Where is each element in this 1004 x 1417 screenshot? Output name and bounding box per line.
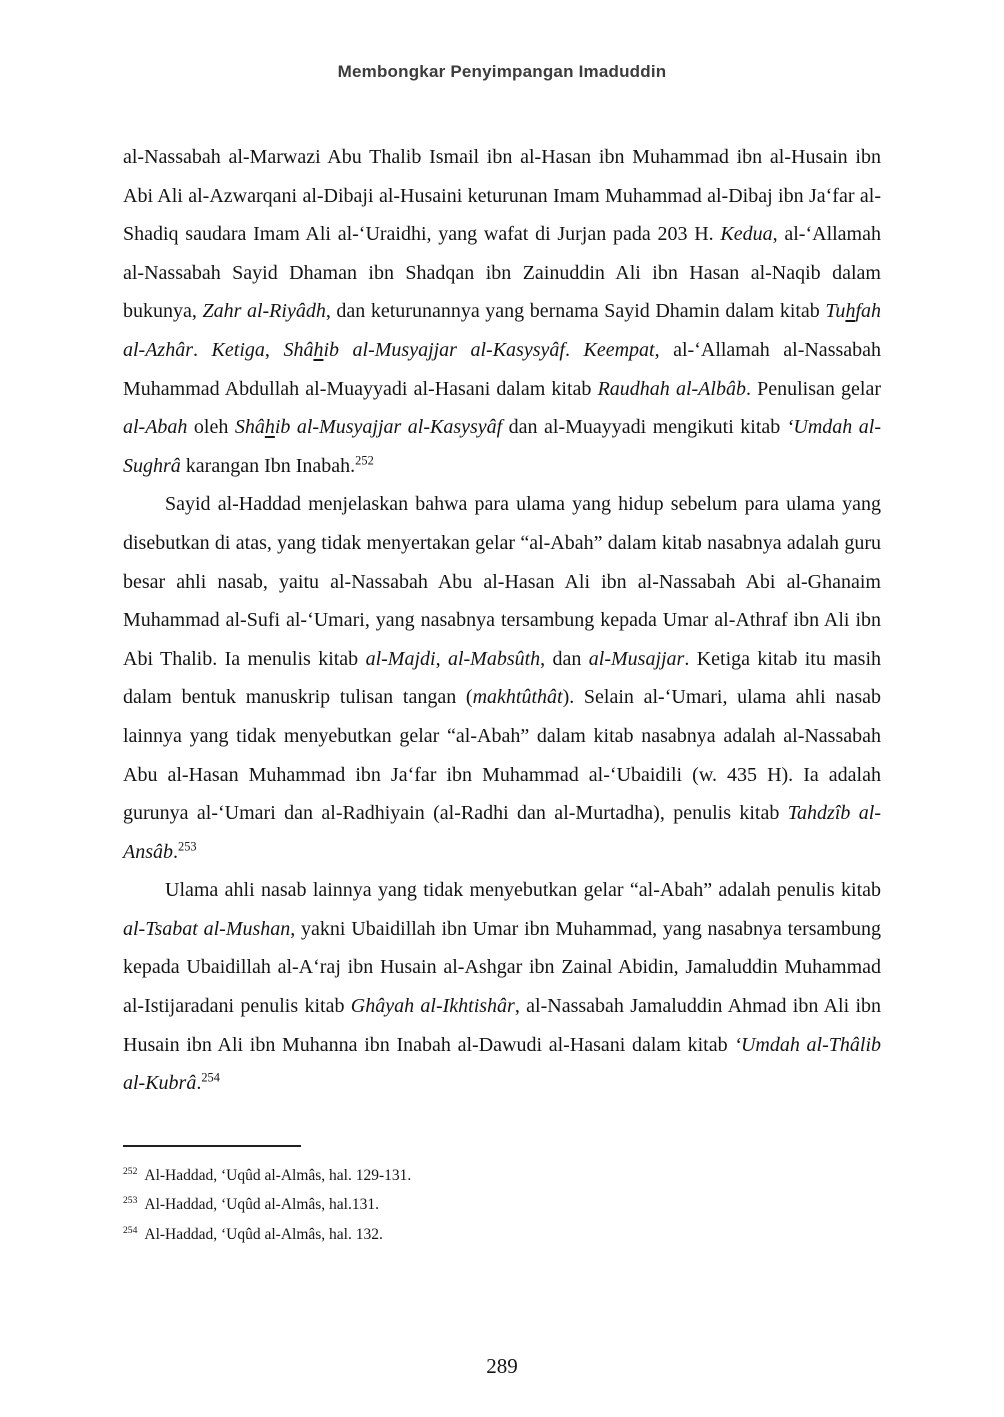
page-number: 289 bbox=[486, 1354, 518, 1378]
footnote-separator bbox=[123, 1145, 301, 1147]
footnote-text: Al-Haddad, ‘Uqûd al-Almâs, hal. 129-131. bbox=[144, 1166, 412, 1184]
body-paragraph: Sayid al-Haddad menjelaskan bahwa para ulama yang hidup sebelum para ulama yang disebutkan di atas, yang tidak menyertakan gelar “al-Abah” dalam kitab nasabnya adalah guru besar ahli nasab, yaitu al-Nassabah Abu al-Hasan Ali ibn al-Nassabah Abi al-Ghanaim Muhammad al-Sufi al-‘Umari, yang nasabnya tersambung kepada Umar al-Athraf ibn Ali ibn Abi Thalib. Ia menulis kitab al-Majdi, al-Mabsûth, dan al-Musajjar. Ketiga kitab itu masih dalam bentuk manuskrip tulisan tangan (makhtûthât). Selain al-‘Umari, ulama ahli nasab lainnya yang tidak menyebutkan gelar “al-Abah” dalam kitab nasabnya adalah al-Nassabah Abu al-Hasan Muhammad ibn Ja‘far ibn Muhammad al-‘Ubaidili (w. 435 H). Ia adalah gurunya al-‘Umari dan al-Radhiyain (al-Radhi dan al-Murtadha), penulis kitab Tahdzîb al-Ansâb.$^{253}$ bbox=[123, 493, 882, 863]
footnote bbox=[123, 1161, 881, 1191]
footnote-text: Al-Haddad, ‘Uqûd al-Almâs, hal.131. bbox=[144, 1196, 379, 1214]
footnote bbox=[123, 1220, 881, 1250]
body-paragraph: al-Nassabah al-Marwazi Abu Thalib Ismail ibn al-Hasan ibn Muhammad ibn al-Husain ibn Abi Ali al-Azwarqani al-Dibaji al-Husaini keturunan Imam Muhammad al-Dibaj ibn Ja‘far al-Shadiq saudara Imam Ali al-‘Uraidhi, yang wafat di Jurjan pada 203 H. Kedua, al-‘Allamah al-Nassabah Sayid Dhaman ibn Shadqan ibn Zainuddin Ali ibn Hasan al-Naqib dalam bukunya, Zahr al-Riyâdh, dan keturunannya yang bernama Sayid Dhamin dalam kitab Tuhfah al-Azhâr. Ketiga, Shâhib al-Musyajjar al-Kasysyâf. Keempat, al-‘Allamah al-Nassabah Muhammad Abdullah al-Muayyadi al-Hasani dalam kitab Raudhah al-Albâb. Penulisan gelar al-Abah oleh Shâhib al-Musyajjar al-Kasysyâf dan al-Muayyadi mengikuti kitab ‘Umdah al-Sughrâ karangan Ibn Inabah.$^{252}$ bbox=[123, 146, 882, 477]
running-header: Membongkar Penyimpangan Imaduddin bbox=[337, 62, 667, 81]
footnote-number: 252 bbox=[123, 1165, 138, 1177]
footnote-number: 253 bbox=[123, 1195, 138, 1207]
footnote bbox=[123, 1190, 881, 1220]
footnote-number: 254 bbox=[123, 1224, 138, 1236]
body-paragraph: Ulama ahli nasab lainnya yang tidak menyebutkan gelar “al-Abah” adalah penulis kitab al-Tsabat al-Mushan, yakni Ubaidillah ibn Umar ibn Muhammad, yang nasabnya tersambung kepada Ubaidillah al-A‘raj ibn Husain al-Ashgar ibn Zainal Abidin, Jamaluddin Muhammad al-Istijaradani penulis kitab Ghâyah al-Ikhtishâr, al-Nassabah Jamaluddin Ahmad ibn Ali ibn Husain ibn Ali ibn Muhanna ibn Inabah al-Dawudi al-Hasani dalam kitab ‘Umdah al-Thâlib al-Kubrâ.$^{254}$ bbox=[123, 879, 882, 1095]
page-body bbox=[123, 138, 881, 1249]
footnote-text: Al-Haddad, ‘Uqûd al-Almâs, hal. 132. bbox=[144, 1225, 383, 1243]
footnotes bbox=[123, 1161, 881, 1250]
